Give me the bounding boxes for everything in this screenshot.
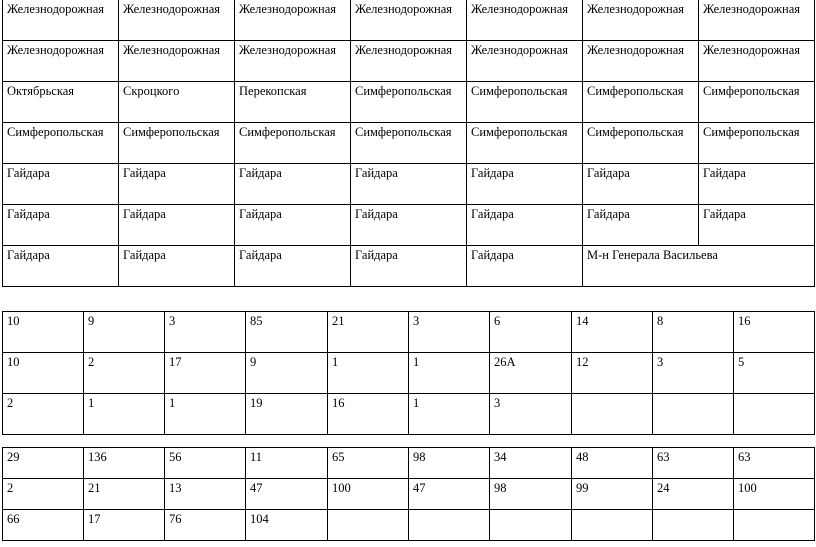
table-cell: 100 <box>734 479 815 510</box>
table-cell: Гайдара <box>3 164 119 205</box>
table-cell: 3 <box>409 312 490 353</box>
table-cell: Симферопольская <box>235 123 351 164</box>
table-cell: 10 <box>3 312 84 353</box>
table-cell: Гайдара <box>235 164 351 205</box>
table-row <box>3 123 815 164</box>
table-row <box>3 312 815 353</box>
table-cell: Гайдара <box>235 246 351 287</box>
table-cell: 12 <box>572 353 653 394</box>
table-cell: 3 <box>490 394 572 435</box>
table-cell: 1 <box>409 353 490 394</box>
table-cell: 21 <box>84 479 165 510</box>
table-cell: Симферопольская <box>583 82 699 123</box>
streets-table <box>2 0 815 287</box>
table-cell: 26А <box>490 353 572 394</box>
table-row <box>3 205 815 246</box>
table-cell <box>572 394 653 435</box>
table-cell: Железнодорожная <box>583 0 699 41</box>
table-cell: 66 <box>3 510 84 541</box>
table-cell: Железнодорожная <box>3 41 119 82</box>
table-row <box>3 479 815 510</box>
table-cell: 98 <box>409 448 490 479</box>
table-cell: 34 <box>490 448 572 479</box>
table-cell: Симферопольская <box>351 82 467 123</box>
table-cell: Железнодорожная <box>351 0 467 41</box>
table-cell <box>409 510 490 541</box>
table-cell: Симферопольская <box>3 123 119 164</box>
table-cell: Гайдара <box>351 205 467 246</box>
table-row <box>3 164 815 205</box>
table-cell: Симферопольская <box>467 123 583 164</box>
table-cell: Октябрьская <box>3 82 119 123</box>
table-cell-merged: М-н Генерала Васильева <box>583 246 815 287</box>
table-cell: Симферопольская <box>583 123 699 164</box>
table-cell: 99 <box>572 479 653 510</box>
table-cell: 47 <box>246 479 328 510</box>
table-cell: 48 <box>572 448 653 479</box>
table-cell: 10 <box>3 353 84 394</box>
table-cell: 98 <box>490 479 572 510</box>
table-row <box>3 510 815 541</box>
table-cell: Железнодорожная <box>351 41 467 82</box>
table-cell: Железнодорожная <box>699 41 815 82</box>
table-cell: 8 <box>653 312 734 353</box>
table-cell: 1 <box>84 394 165 435</box>
table-cell: 63 <box>734 448 815 479</box>
table-cell: 100 <box>328 479 409 510</box>
table-cell: Гайдара <box>699 164 815 205</box>
values-table <box>2 447 815 541</box>
table-cell: 16 <box>328 394 409 435</box>
table-cell: Перекопская <box>235 82 351 123</box>
table-cell: Железнодорожная <box>467 0 583 41</box>
table-cell: Железнодорожная <box>699 0 815 41</box>
table-cell: Симферопольская <box>467 82 583 123</box>
table-cell: 5 <box>734 353 815 394</box>
table-row <box>3 394 815 435</box>
table-cell: 104 <box>246 510 328 541</box>
table-cell: Гайдара <box>119 164 235 205</box>
table-cell: Гайдара <box>351 246 467 287</box>
table-cell: 47 <box>409 479 490 510</box>
table-cell: 76 <box>165 510 246 541</box>
table-cell: 19 <box>246 394 328 435</box>
table-cell: Гайдара <box>583 164 699 205</box>
table-cell: Гайдара <box>351 164 467 205</box>
house-numbers-table <box>2 311 815 435</box>
table-cell: Железнодорожная <box>3 0 119 41</box>
table-cell: Гайдара <box>119 246 235 287</box>
table-cell: 17 <box>165 353 246 394</box>
table-row <box>3 0 815 41</box>
table-cell: Гайдара <box>699 205 815 246</box>
table-cell <box>328 510 409 541</box>
table-cell: 24 <box>653 479 734 510</box>
table-row <box>3 448 815 479</box>
table-cell: 29 <box>3 448 84 479</box>
table-cell: Железнодорожная <box>467 41 583 82</box>
table-cell: 1 <box>328 353 409 394</box>
table-cell <box>490 510 572 541</box>
table-cell: Симферопольская <box>119 123 235 164</box>
table-cell: 1 <box>409 394 490 435</box>
table-cell: 65 <box>328 448 409 479</box>
table-cell: Скроцкого <box>119 82 235 123</box>
table-cell: Гайдара <box>3 205 119 246</box>
table-cell: Железнодорожная <box>235 41 351 82</box>
table-cell: 1 <box>165 394 246 435</box>
table-cell: 14 <box>572 312 653 353</box>
table-cell: 13 <box>165 479 246 510</box>
table-cell <box>653 510 734 541</box>
table-cell: Гайдара <box>467 246 583 287</box>
table-cell: Симферопольская <box>699 123 815 164</box>
table-cell: 16 <box>734 312 815 353</box>
table-cell: 9 <box>246 353 328 394</box>
table-cell: Гайдара <box>119 205 235 246</box>
table-cell: Гайдара <box>583 205 699 246</box>
table-cell: Гайдара <box>467 164 583 205</box>
table-row <box>3 353 815 394</box>
table-row <box>3 246 815 287</box>
table-cell: Железнодорожная <box>235 0 351 41</box>
table-cell: 17 <box>84 510 165 541</box>
table-row <box>3 41 815 82</box>
table-cell: 85 <box>246 312 328 353</box>
table-cell: 3 <box>653 353 734 394</box>
table-cell: 136 <box>84 448 165 479</box>
table-cell: 2 <box>84 353 165 394</box>
table-cell: Симферопольская <box>699 82 815 123</box>
table-cell: 2 <box>3 479 84 510</box>
table-cell: Симферопольская <box>351 123 467 164</box>
table-cell <box>572 510 653 541</box>
table-cell <box>653 394 734 435</box>
table-cell: Гайдара <box>3 246 119 287</box>
table-cell: 56 <box>165 448 246 479</box>
table-cell: 3 <box>165 312 246 353</box>
table-cell: 63 <box>653 448 734 479</box>
table-cell: Железнодорожная <box>583 41 699 82</box>
table-cell: 11 <box>246 448 328 479</box>
table-cell: Железнодорожная <box>119 0 235 41</box>
table-cell: 9 <box>84 312 165 353</box>
table-cell: 6 <box>490 312 572 353</box>
table-cell: Гайдара <box>467 205 583 246</box>
table-row <box>3 82 815 123</box>
table-cell: 21 <box>328 312 409 353</box>
table-cell <box>734 394 815 435</box>
table-cell: Железнодорожная <box>119 41 235 82</box>
table-cell: Гайдара <box>235 205 351 246</box>
table-cell: 2 <box>3 394 84 435</box>
table-cell <box>734 510 815 541</box>
